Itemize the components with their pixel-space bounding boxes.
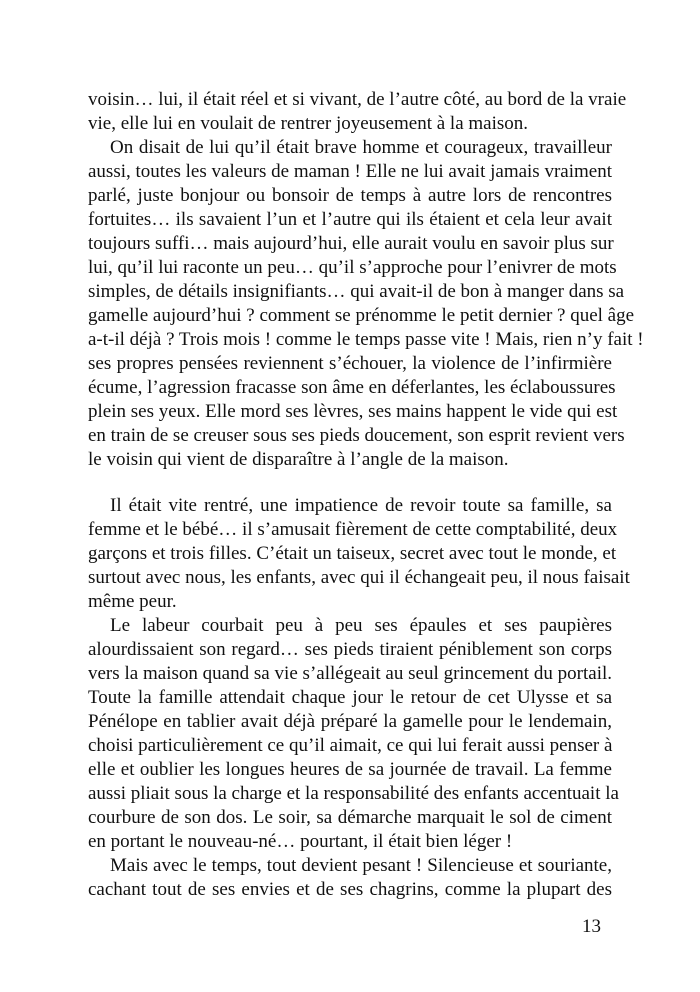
text-line: elle et oublier les longues heures de sa journée de travail. La femme [88, 759, 612, 780]
text-line: Pénélope en tablier avait déjà préparé la gamelle pour le lendemain, [88, 711, 612, 732]
text-line: vie, elle lui en voulait de rentrer joyeusement à la maison. [88, 113, 529, 134]
text-line: Il était vite rentré, une impatience de revoir toute sa famille, sa [110, 495, 612, 516]
text-line: voisin… lui, il était réel et si vivant, de l’autre côté, au bord de la vraie [88, 89, 627, 110]
paragraph [88, 614, 619, 854]
text-line: Mais avec le temps, tout devient pesant ! Silencieuse et souriante, [110, 855, 612, 876]
text-line: a-t-il déjà ? Trois mois ! comme le temps passe vite ! Mais, rien n’y fait ! [88, 329, 644, 350]
page-body [88, 88, 644, 902]
text-line: aussi pliait sous la charge et la responsabilité des enfants accentuait la [88, 783, 619, 804]
text-line: Toute la famille attendait chaque jour le retour de cet Ulysse et sa [88, 687, 612, 708]
text-line: en train de se creuser sous ses pieds doucement, son esprit revient vers [88, 425, 625, 446]
text-line: simples, de détails insignifiants… qui avait-il de bon à manger dans sa [88, 281, 625, 302]
text-line: ses propres pensées reviennent s’échouer, la violence de l’infirmière [88, 353, 612, 374]
paragraph [88, 854, 612, 902]
text-line: aussi, toutes les valeurs de maman ! Elle ne lui avait jamais vraiment [88, 161, 612, 182]
text-line: en portant le nouveau-né… pourtant, il était bien léger ! [88, 831, 513, 852]
text-line: courbure de son dos. Le soir, sa démarche marquait le sol de ciment [88, 807, 612, 828]
page-number: 13 [582, 916, 601, 937]
text-line: cachant tout de ses envies et de ses chagrins, comme la plupart des [88, 879, 612, 900]
text-line: même peur. [88, 591, 177, 612]
text-line: On disait de lui qu’il était brave homme et courageux, travailleur [110, 137, 612, 158]
paragraph [88, 136, 644, 472]
paragraph [88, 88, 627, 136]
text-line: le voisin qui vient de disparaître à l’angle de la maison. [88, 449, 509, 470]
text-line: surtout avec nous, les enfants, avec qui il échangeait peu, il nous faisait [88, 567, 630, 588]
text-line: Le labeur courbait peu à peu ses épaules et ses paupières [110, 615, 612, 636]
text-line: garçons et trois filles. C’était un taiseux, secret avec tout le monde, et [88, 543, 617, 564]
text-line: fortuites… ils savaient l’un et l’autre qui ils étaient et cela leur avait [88, 209, 612, 230]
section-gap [88, 472, 612, 494]
paragraph [88, 494, 630, 614]
text-line: alourdissaient son regard… ses pieds tiraient péniblement son corps [88, 639, 612, 660]
text-line: femme et le bébé… il s’amusait fièrement de cette comptabilité, deux [88, 519, 618, 540]
text-line: écume, l’agression fracasse son âme en déferlantes, les éclaboussures [88, 377, 616, 398]
text-line: plein ses yeux. Elle mord ses lèvres, ses mains happent le vide qui est [88, 401, 618, 422]
text-line: toujours suffi… mais aujourd’hui, elle aurait voulu en savoir plus sur [88, 233, 614, 254]
text-line: lui, qu’il lui raconte un peu… qu’il s’approche pour l’enivrer de mots [88, 257, 617, 278]
text-line: choisi particulièrement ce qu’il aimait, ce qui lui ferait aussi penser à [88, 735, 613, 756]
text-line: parlé, juste bonjour ou bonsoir de temps à autre lors de rencontres [88, 185, 612, 206]
text-line: gamelle aujourd’hui ? comment se prénomme le petit dernier ? quel âge [88, 305, 635, 326]
text-line: vers la maison quand sa vie s’allégeait au seul grincement du portail. [88, 663, 612, 684]
